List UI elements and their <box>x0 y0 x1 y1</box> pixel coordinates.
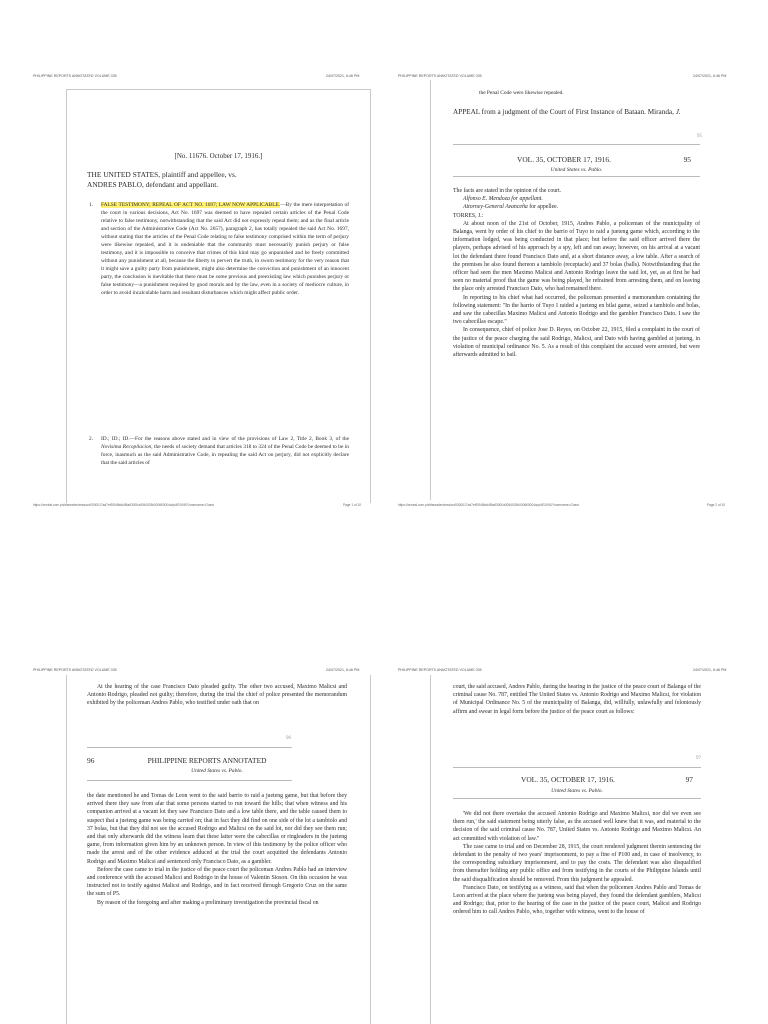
paragraph: the date mentioned he and Tomas de Leon went to the said barrio to raid a jueteng game, but that before they arrived there they saw from afar that some persons started to run toward the hills; that when witness and his companion arrived at a vacant lot they saw Francisco Dato and a low table there, and the table caused them to suspect that a jueteng game was being carried on; that in fact they did find on one side of the lot a tambiolo and 37 bolas, but that they did not see the accused Rodrigo and Malicsi on the said lot, nor did they see them run; and that only afterwards did the witness learn that these latter were the cabecillas or ringleaders in the jueteng game, from information given him by an unknown person. In view of this testimony by the police officer who made the arrest and of the other evidence adduced at the trial the court acquitted the defendants Antonio Rodrigo and Maximo Malicsi and sentenced only Francisco Dato, as a gambler. <box>87 793 347 865</box>
running-header: PHILIPPINE REPORTS ANNOTATED VOLUME 035 <box>33 74 117 78</box>
caption-line-1: THE UNITED STATES, plaintiff and appellee, vs. <box>87 170 237 179</box>
volume-header: VOL. 35, OCTOBER 17, 1916. <box>517 155 611 164</box>
page-url: https://central.com.ph/sfsreader/session/0000017ad7ef92f4f6dd4f5a63000a0094003b0006f/0004a/p/ARJ/NS/?username=Guest <box>398 503 579 507</box>
left-page-number: 96 <box>87 756 95 765</box>
quoted-statement: 'We did not there overtake the accused Antonio Rodrigo and Maximo Malicsi, nor did we even see them run,' the said statement being utterly false, as the accused well knew that it was, and material to the decision of the said criminal cause No. 787, United States vs. Antonio Rodrigo and Maximo Malicsi. An act committed with violation of law." <box>453 811 701 842</box>
appeal-line <box>453 108 698 118</box>
reports-header: PHILIPPINE REPORTS ANNOTATED <box>147 756 267 765</box>
syllabus-number: 2. <box>89 436 94 442</box>
appeal-judge: J. <box>675 108 681 116</box>
paragraph: At about noon of the 21st of October, 1915, Andres Pablo, a policeman of the municipality of Balanga, went by order of his chief to the barrio of Tuyo to raid a jueteng game which, according to the information lodged, was being conducted in that place; but before the said officer arrived there the players, perhaps advised of his approach by a spy, left and ran away; however, on his arrival at a vacant lot the defendant there found Francisco Dato and, at a short distance away, a low table. After a search of the premises he also found thereon a tambiolo (receptacle) and 37 bolas (balls). Notwithstanding that the officer had seen the men Maximo Malicsi and Antonio Rodrigo leave the said lot, yet, as at first he had seen no material proof that the game was being played, he refrained from arresting them, and on leaving the place only arrested Francisco Dato, who had remained there. <box>453 220 700 293</box>
page-3 <box>66 675 371 1024</box>
running-title: United States vs. Pablo. <box>551 788 603 794</box>
divider <box>453 798 701 799</box>
page-label: Page 1 of 10 <box>343 503 362 507</box>
paragraph: Before the case came to trial in the justice of the peace court the policeman Andres Pablo had an interview and conference with the accused Malicsi and Rodrigo in the house of Valentin Sioson. On this occasion he was instructed not to testify against Malicsi and Rodrigo, and in fact received through Gregorio Cruz on the same the sum of P5. <box>87 866 347 898</box>
syllabus-1 <box>89 201 349 297</box>
syllabus-text: —By the mere interpretation of the court in various decisions, Act No. 1697 was deemed to have repealed certain articles of the Penal Code relative to false testimony, notwithstanding that the said Act did not expressly repeal them; and as the final article and section of the Administrative Code (Act No. 2657), paragraph 2, has totally repealed the said Act No. 1697, without stating that the articles of the Penal Code relating to false testimony comprised within the term of perjury were likewise repealed, and it is undeniable that the community must necessarily punish perjury or false testimony, and it is impossible to conceive that crimes of this kind may go unpunished and be freely committed without any punishment at all, because the liberty to pervert the truth, in sworn testimony for the very reason that it might save a guilty party from punishment, might also determine the conviction and punishment of an innocent party, the conclusion is inevitable that there must be some previous and preexisting law which punishes perjury or false testimony—a punishment required by good morals and by the law, even in a society of mediocre culture, in order to avoid incalculable harm and resultant disturbances which might affect public order. <box>101 202 349 296</box>
volume-header: VOL. 35, OCTOBER 17, 1916. <box>521 775 615 784</box>
running-title: United States vs. Pablo. <box>550 167 603 173</box>
page-4 <box>430 675 768 1024</box>
paragraph: In reporting to his chief what had occurred, the policeman presented a memorandum containing the following statement: "In the harrio of Tuyo I raided a jueteng en bilai game, seized a tambiolo and bolas, and saw the cabecillas Maximo Malicsi and Antonio Rodrigo and the gambler Francisco Dato. I saw the two cabecillas escape." <box>453 294 700 326</box>
paragraph: At the hearing of the case Francisco Dato pleaded guilty. The other two accused, Maximo Malicsi and Antonio Rodrigo, pleaded not guilty; therefore, during the trial the chief of police presented the memorandum exhibited by the policeman Andres Pablo, who testified under oath that on <box>87 684 347 707</box>
highlighted-heading: FALSE TESTIMONY; REPEAL OF ACT NO. 1697; LAW NOW APPLICABLE. <box>101 202 281 208</box>
opinion-continued <box>87 683 347 708</box>
paragraph: court, the said accused, Andres Pablo, during the hearing in the justice of the peace court of Balanga of the criminal cause No. 787, entitled The United States vs. Antonio Rodrigo and Maximo Malicsi, for violation of Municipal Ordinance No. 5 of the municipality of Balanga, did, willfully, unlawfully and feloniously affirm and swear in legal form before the justice of the peace court as follows: <box>453 684 701 715</box>
running-title: United States vs. Pablo. <box>191 768 243 774</box>
case-caption <box>87 170 349 189</box>
timestamp: 24/07/2021, 6:46 PM <box>693 668 727 672</box>
page-url: https://central.com.ph/sfsreader/session/0000017ad7ef92f4f6dd4f5a63000a0094003b0006f/0004a/p/ARJ/NS/?username=Guest <box>33 503 214 507</box>
facts-line: The facts are stated in the opinion of the court. <box>453 188 562 194</box>
volume-page-number: 95 <box>683 155 691 164</box>
counsel-appellant: Alfonso E. Mendoza for appellant. <box>463 196 543 203</box>
divider <box>87 747 292 748</box>
opinion-body <box>87 792 347 907</box>
timestamp: 24/07/2021, 6:46 PM <box>693 74 727 78</box>
page-number-small: 95 <box>697 134 702 139</box>
syllabus-text: , the needs of society demand that articles 318 to 324 of the Penal Code be deemed to be in force, inasmuch as the said Administrative Code, in repealing the said Act on perjury, did not explicitly declare that the said articles of <box>101 444 350 466</box>
page-number-small: 96 <box>286 736 291 741</box>
appeal-text: APPEAL from a judgment of the Court of First Instance of Bataan. Miranda, <box>453 108 676 116</box>
counsel-name: Attorney-General Avanceña <box>463 204 528 211</box>
paragraph: Francisco Dato, on testifying as a witness, said that when the policemen Andres Pablo and Tomas de Leon arrived at the place where the jueteng was being played, they found the defendant gamblers, Malicsi and Rodrigo; that, prior to the hearing of the case in the justice of the peace court, Malicsi and Rodrigo ordered him to call Andres Pablo, who, together with witness, went to the house of <box>453 884 701 916</box>
volume-page-number: 97 <box>685 775 693 784</box>
page-1 <box>66 89 371 503</box>
running-header: PHILIPPINE REPORTS ANNOTATED VOLUME 035 <box>398 668 482 672</box>
timestamp: 24/07/2021, 6:46 PM <box>326 74 360 78</box>
page-number-small: 97 <box>696 756 701 761</box>
caption-line-2: ANDRES PABLO, defendant and appellant. <box>87 179 219 189</box>
opinion-continued <box>453 683 701 716</box>
running-header: PHILIPPINE REPORTS ANNOTATED VOLUME 035 <box>398 74 482 78</box>
counsel-appellee <box>453 203 700 211</box>
case-number: [No. 11676. October 17, 1916.] <box>174 152 263 160</box>
divider <box>453 176 700 177</box>
syllabus-number: 1. <box>89 202 94 208</box>
running-header: PHILIPPINE REPORTS ANNOTATED VOLUME 035 <box>33 668 117 672</box>
divider <box>453 767 701 768</box>
opinion-body <box>453 810 701 917</box>
syllabus-2 <box>89 435 350 467</box>
divider <box>453 144 700 145</box>
syllabus-italic: Novisima Recopilacion <box>101 444 152 450</box>
paragraph: By reason of the foregoing and after making a preliminary investigation the provincial fiscal on <box>97 899 319 906</box>
paragraph: In consequence, chief of police Jose D. Reyes, on October 22, 1915, filed a complaint in the court of the justice of the peace charging the said Rodrigo, Malicsi, and Dato with having gambled at jueteng, in violation of municipal ordinance No. 5. As a result of this complaint the accused were arrested, but were afterwards admitted to bail. <box>453 327 700 359</box>
page-label: Page 2 of 10 <box>707 503 726 507</box>
timestamp: 24/07/2021, 6:46 PM <box>326 668 360 672</box>
paragraph: The case came to trial and on December 28, 1915, the court rendered judgment therein sentencing the defendant to the penalty of two years' imprisonment, to pay a fine of P100 and, in case of insolvency, to the corresponding subsidiary imprisonment, and to pay the costs. The defendant was also disqualified from thereafter holding any public office and from testifying in the courts of the Philippine Islands until the said disqualification should be removed. From this judgment he appealed. <box>453 843 701 883</box>
page-2 <box>430 80 768 500</box>
judge-name: TORRES, J.: <box>453 212 484 219</box>
divider <box>87 780 292 781</box>
counsel-role: for appellee. <box>527 204 559 211</box>
opinion-body <box>453 187 700 359</box>
syllabus-text: ID.; ID.; ID.—For the reasons above stated and in view of the provisions of Law 2, Title 2, Book 3, of the <box>101 436 349 442</box>
continued-line: the Penal Code were likewise repealed. <box>479 90 564 96</box>
